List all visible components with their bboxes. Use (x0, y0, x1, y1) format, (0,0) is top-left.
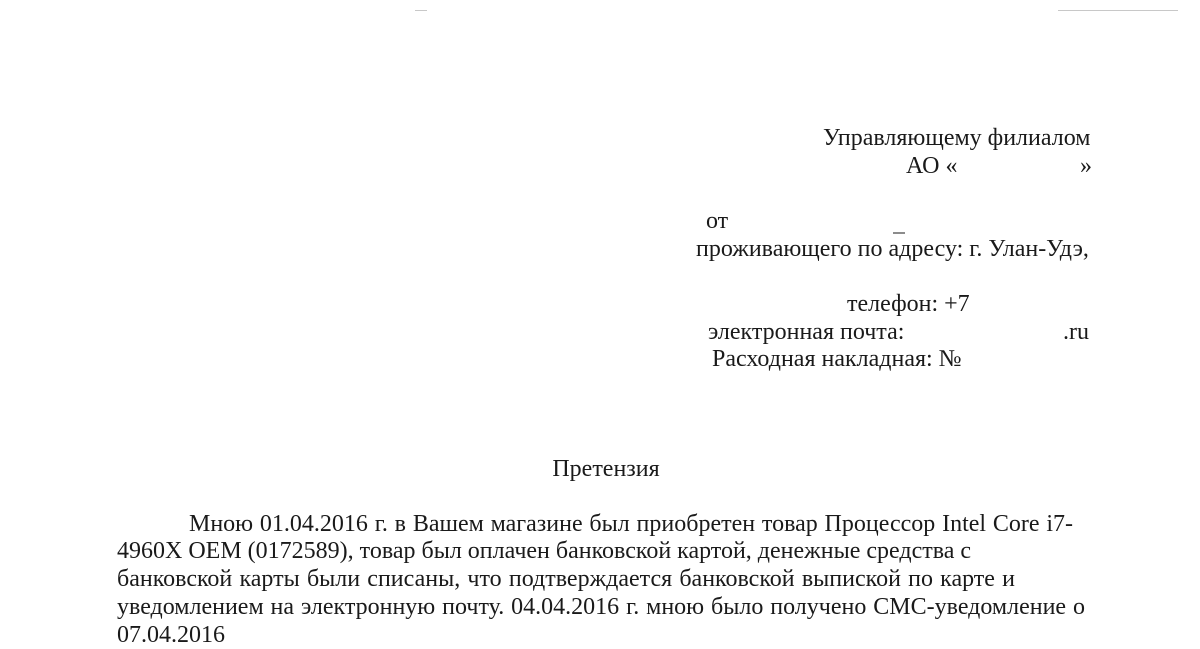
addressee-line-1: Управляющему филиалом (823, 125, 1091, 151)
scan-edge-mark (415, 10, 427, 11)
body-line-2: 4960X OEM (0172589), товар был оплачен банковской картой, денежные средства с (117, 538, 972, 564)
addressee-company-prefix: АО « (906, 153, 958, 179)
document-title: Претензия (552, 456, 660, 482)
body-line-1: Мною 01.04.2016 г. в Вашем магазине был приобретен товар Процессор Intel Core i7- (189, 511, 1073, 537)
sender-email-suffix: .ru (1063, 319, 1089, 345)
body-line-3: банковской карты были списаны, что подтверждается банковской выпиской по карте и (117, 566, 1015, 592)
addressee-line-2 (906, 152, 1092, 180)
addressee-company-suffix: » (1080, 153, 1092, 179)
sender-from-label: от (706, 208, 729, 234)
body-line-5: 07.04.2016 (117, 622, 225, 648)
redaction-artifact (893, 232, 905, 234)
sender-address: проживающего по адресу: г. Улан-Удэ, (696, 236, 1089, 262)
sender-email-label: электронная почта: (708, 319, 905, 345)
sender-phone: телефон: +7 (847, 291, 970, 317)
scan-edge-mark (1058, 10, 1178, 11)
sender-invoice: Расходная накладная: № (712, 346, 962, 372)
body-line-4: уведомлением на электронную почту. 04.04.2016 г. мною было получено СМС-уведомление о (117, 594, 1085, 620)
